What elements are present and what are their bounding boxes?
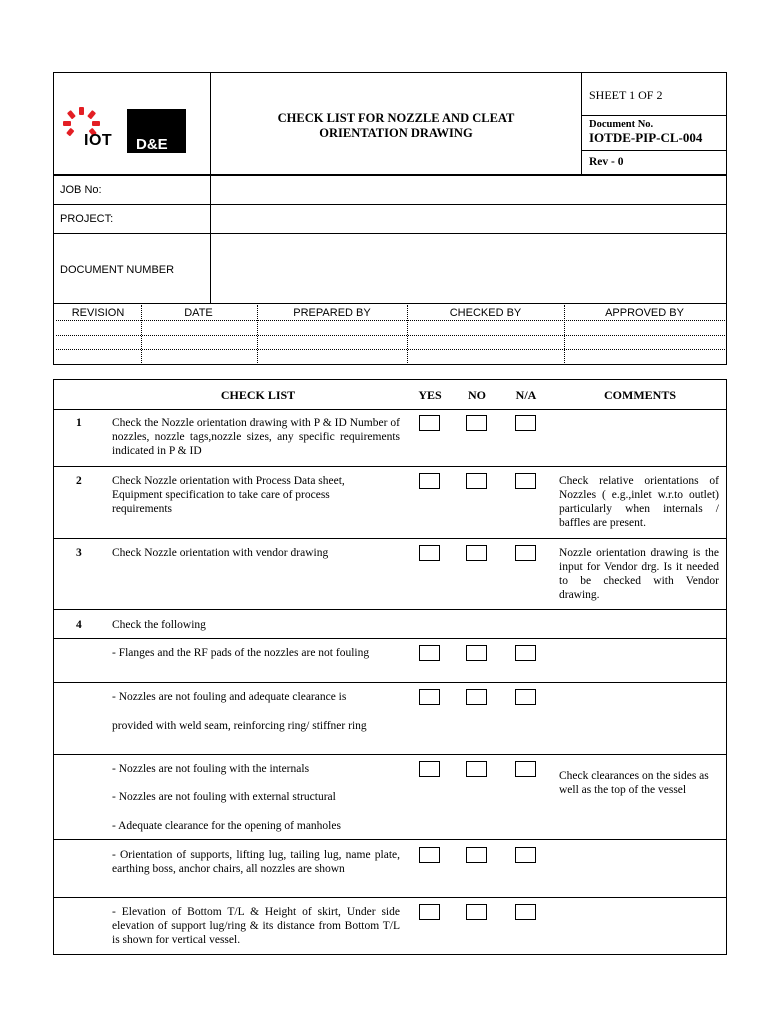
yes-checkbox[interactable] [419,415,440,431]
logo-box-de [127,109,186,153]
item-comment: Check clearances on the sides as well as the top of the vessel [559,770,709,796]
document-no-value: IOTDE-PIP-CL-004 [589,130,703,145]
revision-col-divider [407,305,408,363]
revision-row-divider [56,320,725,321]
divider [581,150,727,151]
document-number-label: DOCUMENT NUMBER [60,264,175,276]
na-checkbox[interactable] [515,545,536,561]
document-no-label: Document No. [589,119,654,130]
item-number: 1 [76,417,82,429]
no-checkbox[interactable] [466,847,487,863]
logo-text-de: D&E [136,136,168,153]
comments-header: COMMENTS [604,388,676,402]
project-field[interactable] [212,205,726,232]
job-no-field[interactable] [212,176,726,203]
revision-header: REVISION [71,307,125,319]
sub-item-text: - Nozzles are not fouling with external structural [112,791,336,803]
item-text: Check Nozzle orientation with vendor drawing [112,547,329,559]
na-header: N/A [515,388,537,402]
no-checkbox[interactable] [466,761,487,777]
yes-header: YES [418,388,442,402]
item-number: 3 [76,547,82,559]
revision-value: Rev - 0 [589,156,624,168]
sub-item-text: - Nozzles are not fouling and adequate clearance is [112,691,347,703]
sub-item-text: - Nozzles are not fouling with the internals [112,763,310,775]
divider [210,175,211,303]
item-text: Check Nozzle orientation with Process Data sheet, Equipment specification to take care of process requirements [112,475,345,515]
item-text: Check the following [112,619,206,631]
prepared-by-header: PREPARED BY [293,307,371,319]
approved-by-header: APPROVED BY [605,307,684,319]
no-checkbox[interactable] [466,545,487,561]
sub-item-text: - Elevation of Bottom T/L & Height of skirt, Under side elevation of support lug/ring & its distance from Bottom T/L is shown for vertical vessel. [112,906,400,946]
document-title-line1: CHECK LIST FOR NOZZLE AND CLEAT [277,111,515,125]
project-label: PROJECT: [60,213,114,225]
sub-item-text: - Flanges and the RF pads of the nozzles are not fouling [112,647,370,659]
divider [53,303,727,304]
divider [53,754,727,755]
check-list-header: CHECK LIST [220,388,296,402]
no-header: NO [468,388,486,402]
na-checkbox[interactable] [515,415,536,431]
divider [53,609,727,610]
logo-text-iot: IOT [84,132,113,149]
no-checkbox[interactable] [466,689,487,705]
item-comment: Check relative orientations of Nozzles ( e.g.,inlet w.r.to outlet) particularly when internals / baffles are present. [559,475,719,529]
checked-by-header: CHECKED BY [449,307,522,319]
sub-item-text: provided with weld seam, reinforcing ring/ stiffner ring [112,720,367,732]
divider [53,409,727,410]
item-comment: Nozzle orientation drawing is the input for Vendor drg. Is it needed to be checked with Vendor drawing. [559,547,719,601]
revision-row-divider [56,335,725,336]
yes-checkbox[interactable] [419,904,440,920]
divider [581,72,582,175]
revision-col-divider [141,305,142,363]
revision-row-divider [56,349,725,350]
sheet-number: SHEET 1 OF 2 [589,88,663,102]
divider [53,839,727,840]
divider [53,466,727,467]
divider [53,897,727,898]
divider [53,638,727,639]
na-checkbox[interactable] [515,904,536,920]
yes-checkbox[interactable] [419,645,440,661]
revision-col-divider [257,305,258,363]
no-checkbox[interactable] [466,904,487,920]
job-no-label: JOB No: [60,184,102,196]
document-number-field[interactable] [212,234,726,302]
divider [53,682,727,683]
revision-col-divider [564,305,565,363]
divider [581,115,727,116]
comment-field[interactable] [556,411,724,464]
document-title-line2: ORIENTATION DRAWING [319,126,473,140]
no-checkbox[interactable] [466,415,487,431]
yes-checkbox[interactable] [419,847,440,863]
sub-item-text: - Adequate clearance for the opening of manholes [112,820,341,832]
item-number: 2 [76,475,82,487]
item-number: 4 [76,619,82,631]
yes-checkbox[interactable] [419,689,440,705]
sub-item-text: - Orientation of supports, lifting lug, tailing lug, name plate, earthing boss, anchor chairs, all nozzles are shown [112,849,400,875]
yes-checkbox[interactable] [419,545,440,561]
na-checkbox[interactable] [515,847,536,863]
date-header: DATE [184,307,213,319]
na-checkbox[interactable] [515,473,536,489]
na-checkbox[interactable] [515,689,536,705]
na-checkbox[interactable] [515,645,536,661]
item-text: Check the Nozzle orientation drawing with P & ID Number of nozzles, nozzle tags,nozzle sizes, any specific requirements indicated in P & ID [112,417,400,457]
no-checkbox[interactable] [466,645,487,661]
divider [53,538,727,539]
no-checkbox[interactable] [466,473,487,489]
yes-checkbox[interactable] [419,473,440,489]
na-checkbox[interactable] [515,761,536,777]
yes-checkbox[interactable] [419,761,440,777]
